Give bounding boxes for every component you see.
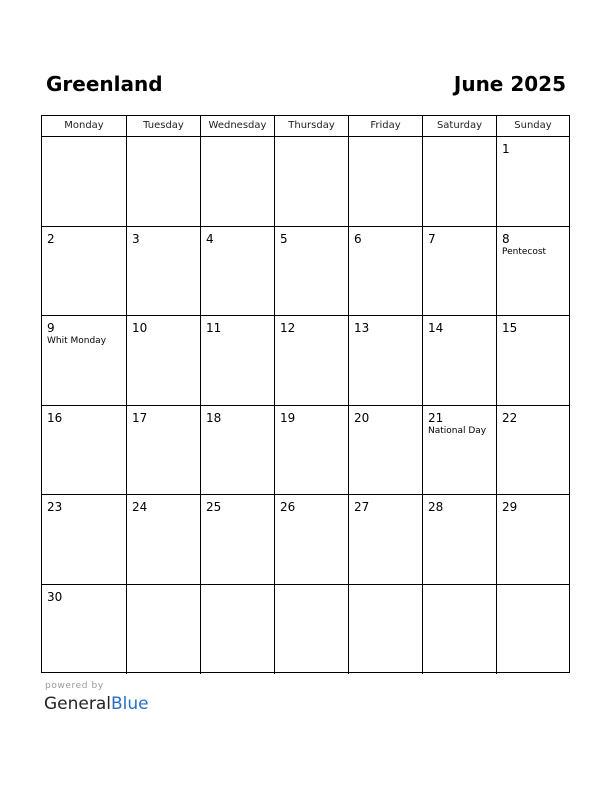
day-cell <box>127 495 201 584</box>
day-number: 20 <box>354 410 370 425</box>
generalblue-logo <box>44 693 149 715</box>
day-number: 29 <box>502 500 518 514</box>
day-cell <box>42 227 127 316</box>
weekday-friday: Friday <box>349 116 423 136</box>
powered-by-text: powered by <box>45 681 104 691</box>
brand-blue-text: Blue <box>111 694 149 714</box>
day-cell <box>423 585 497 675</box>
day-number: 3 <box>132 231 140 246</box>
day-cell <box>127 227 201 316</box>
week-row <box>42 137 569 227</box>
day-number: 27 <box>354 500 370 514</box>
day-cell <box>201 585 275 675</box>
day-cell <box>275 406 349 495</box>
day-cell <box>42 406 127 495</box>
weekday-monday: Monday <box>42 116 127 136</box>
calendar-weeks <box>42 137 569 674</box>
day-cell <box>201 137 275 226</box>
day-cell <box>127 406 201 495</box>
day-cell <box>42 495 127 584</box>
day-cell <box>275 316 349 405</box>
day-number: 19 <box>280 410 296 425</box>
weekday-thursday: Thursday <box>275 116 349 136</box>
day-cell <box>497 227 569 316</box>
week-row <box>42 585 569 675</box>
day-cell <box>497 406 569 495</box>
day-cell <box>42 137 127 226</box>
weekday-header-row <box>42 116 569 137</box>
day-number: 22 <box>502 410 518 425</box>
day-number: 2 <box>47 231 55 246</box>
day-number: 25 <box>206 500 222 514</box>
day-cell <box>423 137 497 226</box>
day-number: 6 <box>354 231 362 246</box>
weekday-sunday: Sunday <box>514 120 552 131</box>
holiday-label: Whit Monday <box>47 336 107 346</box>
day-cell <box>201 495 275 584</box>
day-number: 14 <box>428 321 444 335</box>
day-cell <box>275 495 349 584</box>
month-title: June 2025 <box>453 72 566 96</box>
day-cell <box>201 227 275 316</box>
day-number: 12 <box>280 321 296 335</box>
day-number: 23 <box>47 500 63 514</box>
day-cell <box>349 585 423 675</box>
day-cell <box>349 137 423 226</box>
day-cell <box>423 227 497 316</box>
day-number: 4 <box>206 231 214 246</box>
day-number: 21 <box>428 410 444 425</box>
day-cell <box>127 316 201 405</box>
week-row <box>42 316 569 406</box>
day-number: 28 <box>428 500 444 514</box>
day-cell <box>201 406 275 495</box>
day-number: 30 <box>47 589 63 604</box>
day-number: 10 <box>132 321 148 335</box>
day-cell <box>423 406 497 495</box>
calendar-header <box>46 71 566 99</box>
day-cell <box>349 406 423 495</box>
week-row <box>42 227 569 317</box>
brand-general-text: General <box>44 694 111 714</box>
calendar-grid <box>41 115 570 673</box>
day-cell <box>423 316 497 405</box>
day-cell <box>42 585 127 675</box>
holiday-label: Pentecost <box>502 246 547 257</box>
day-number: 15 <box>502 321 518 335</box>
day-cell <box>349 316 423 405</box>
weekday-saturday: Saturday <box>423 116 497 136</box>
day-cell <box>275 585 349 675</box>
holiday-label: National Day <box>428 425 487 436</box>
weekday-wednesday: Wednesday <box>201 116 275 136</box>
week-row <box>42 406 569 496</box>
day-number: 8 <box>502 231 510 246</box>
day-cell <box>497 316 569 405</box>
footer <box>44 681 149 715</box>
day-number: 5 <box>280 231 288 246</box>
day-cell <box>42 316 127 405</box>
day-cell <box>349 227 423 316</box>
day-number: 26 <box>280 500 296 514</box>
day-number: 18 <box>206 410 222 425</box>
day-number: 9 <box>47 321 55 335</box>
day-cell <box>127 137 201 226</box>
country-title: Greenland <box>46 72 163 96</box>
week-row <box>42 495 569 585</box>
day-cell <box>497 137 569 226</box>
day-cell <box>497 585 569 675</box>
day-cell <box>127 585 201 675</box>
day-cell <box>201 316 275 405</box>
day-number: 1 <box>502 142 510 156</box>
weekday-tuesday: Tuesday <box>127 116 201 136</box>
day-number: 13 <box>354 321 370 335</box>
day-number: 17 <box>132 410 148 425</box>
day-cell <box>275 227 349 316</box>
day-cell <box>423 495 497 584</box>
day-cell <box>275 137 349 226</box>
day-number: 24 <box>132 500 148 514</box>
day-number: 16 <box>47 410 63 425</box>
day-number: 7 <box>428 231 436 246</box>
day-number: 11 <box>206 321 222 335</box>
day-cell <box>497 495 569 584</box>
day-cell <box>349 495 423 584</box>
